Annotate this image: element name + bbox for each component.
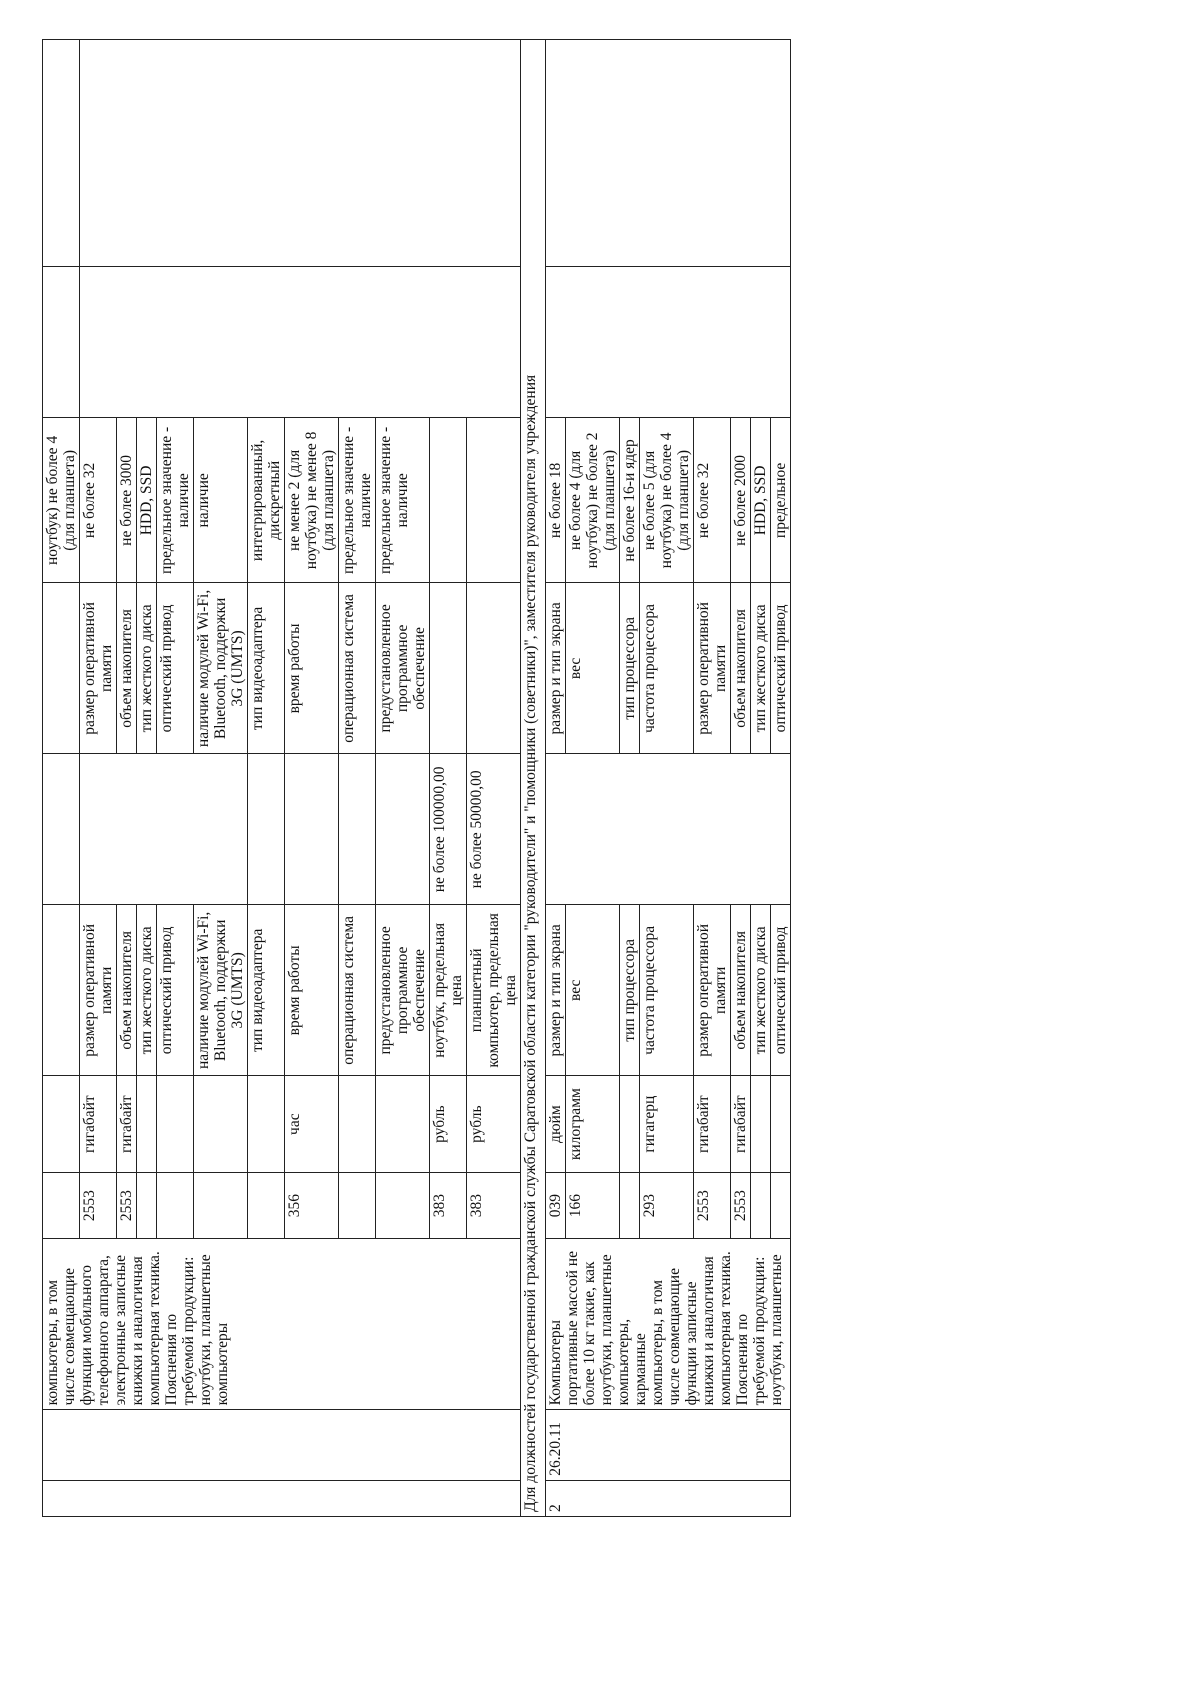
table-row — [43, 40, 80, 1517]
limit-cell — [339, 754, 376, 905]
characteristic2-cell: объем накопителя — [117, 583, 137, 754]
unit-cell — [376, 1076, 430, 1173]
section-row — [521, 40, 546, 1517]
characteristic2-cell: вес — [566, 583, 620, 754]
characteristic-cell: объем накопителя — [731, 905, 751, 1076]
value-cell: не более 32 — [80, 418, 117, 583]
value-cell: не менее 2 (для ноутбука) не менее 8 (для планшета) — [285, 418, 339, 583]
characteristic2-cell: оптический привод — [157, 583, 194, 754]
characteristic2-cell: размер оперативной памяти — [694, 583, 731, 754]
requirements-table — [42, 39, 791, 1517]
value-cell: HDD, SSD — [751, 418, 771, 583]
characteristic-cell: тип жесткого диска — [137, 905, 157, 1076]
value-cell: не более 2000 — [731, 418, 751, 583]
limit-cell: не более 50000,00 — [467, 754, 521, 905]
characteristic2-cell — [43, 583, 80, 754]
code-cell — [43, 1172, 80, 1238]
characteristic-cell: время работы — [285, 905, 339, 1076]
blank-cell — [43, 40, 80, 267]
limit-cell — [248, 754, 285, 905]
blank-cell — [546, 267, 791, 418]
characteristic-cell: оптический привод — [771, 905, 791, 1076]
characteristic-cell: частота процессора — [640, 905, 694, 1076]
characteristic2-cell: тип видеоадаптера — [248, 583, 285, 754]
row-number-cell — [43, 1480, 521, 1516]
characteristic2-cell: тип жесткого диска — [137, 583, 157, 754]
code-cell: 383 — [467, 1172, 521, 1238]
characteristic2-cell: тип процессора — [620, 583, 640, 754]
code-cell: 356 — [285, 1172, 339, 1238]
characteristic2-cell: объем накопителя — [731, 583, 751, 754]
blank-cell — [80, 40, 521, 267]
limit-cell — [376, 754, 430, 905]
unit-cell — [751, 1076, 771, 1173]
code-cell: 383 — [430, 1172, 467, 1238]
table-row — [546, 40, 566, 1517]
code-cell — [137, 1172, 157, 1238]
code-cell — [248, 1172, 285, 1238]
characteristic2-cell: размер оперативной памяти — [80, 583, 117, 754]
code-cell: 039 — [546, 1172, 566, 1238]
blank-cell — [43, 267, 80, 418]
value-cell: предельное — [771, 418, 791, 583]
code-cell — [194, 1172, 248, 1238]
code-cell: 2553 — [80, 1172, 117, 1238]
limit-cell — [80, 754, 248, 905]
code-cell — [339, 1172, 376, 1238]
value-cell: не более 16-и ядер — [620, 418, 640, 583]
characteristic-cell: вес — [566, 905, 620, 1076]
value-cell: не более 4 (для ноутбука) не более 2 (для планшета) — [566, 418, 620, 583]
unit-cell — [339, 1076, 376, 1173]
unit-cell: дюйм — [546, 1076, 566, 1173]
unit-cell — [248, 1076, 285, 1173]
characteristic-cell: объем накопителя — [117, 905, 137, 1076]
characteristic2-cell: операционная система — [339, 583, 376, 754]
characteristic2-cell: размер и тип экрана — [546, 583, 566, 754]
limit-cell — [546, 754, 791, 905]
blank-cell — [546, 40, 791, 267]
code-cell: 2553 — [731, 1172, 751, 1238]
unit-cell: гигабайт — [80, 1076, 117, 1173]
characteristic2-cell: оптический привод — [771, 583, 791, 754]
description-cell: Компьютеры портативные массой не более 10 кг такие, как ноутбуки, планшетные компьютеры, карманные компьютеры, в том числе совмещающие функции записные книжки и аналогичная компьютерная техника. Пояснения по требуемой продукции: ноутбуки, планшетные — [546, 1239, 791, 1410]
row-number-cell: 2 — [546, 1480, 791, 1516]
characteristic-cell: тип жесткого диска — [751, 905, 771, 1076]
characteristic-cell: оптический привод — [157, 905, 194, 1076]
characteristic-cell — [43, 905, 80, 1076]
unit-cell: рубль — [467, 1076, 521, 1173]
unit-cell: килограмм — [566, 1076, 620, 1173]
characteristic2-cell — [430, 583, 467, 754]
description-cell: компьютеры, в том числе совмещающие функции мобильного телефонного аппарата, электронные записные книжки и аналогичная компьютерная техника. Пояснения по требуемой продукции: ноутбуки, планшетные компьютеры — [43, 1239, 521, 1410]
unit-cell: гигабайт — [731, 1076, 751, 1173]
unit-cell — [771, 1076, 791, 1173]
characteristic-cell: размер оперативной памяти — [694, 905, 731, 1076]
value-cell — [430, 418, 467, 583]
unit-cell: гигагерц — [640, 1076, 694, 1173]
code-cell: 2553 — [694, 1172, 731, 1238]
characteristic-cell: ноутбук, предельная цена — [430, 905, 467, 1076]
value-cell: HDD, SSD — [137, 418, 157, 583]
value-cell: не более 5 (для ноутбука) не более 4 (для планшета) — [640, 418, 694, 583]
code-cell — [771, 1172, 791, 1238]
okpd-cell: 26.20.11 — [546, 1410, 791, 1480]
characteristic-cell: предустановленное программное обеспечение — [376, 905, 430, 1076]
value-cell: наличие — [194, 418, 248, 583]
unit-cell: рубль — [430, 1076, 467, 1173]
value-cell: ноутбук) не более 4 (для планшета) — [43, 418, 80, 583]
characteristic2-cell: частота процессора — [640, 583, 694, 754]
okpd-cell — [43, 1410, 521, 1480]
value-cell: предельное значение - наличие — [376, 418, 430, 583]
characteristic-cell: размер оперативной памяти — [80, 905, 117, 1076]
characteristic-cell: планшетный компьютер, предельная цена — [467, 905, 521, 1076]
value-cell: не более 32 — [694, 418, 731, 583]
unit-cell — [137, 1076, 157, 1173]
characteristic2-cell: тип жесткого диска — [751, 583, 771, 754]
section-heading: Для должностей государственной гражданской службы Саратовской области категории "руководители" и "помощники (советники)", заместителя руководителя учреждения — [521, 40, 546, 1517]
unit-cell — [43, 1076, 80, 1173]
characteristic-cell: размер и тип экрана — [546, 905, 566, 1076]
characteristic2-cell: время работы — [285, 583, 339, 754]
unit-cell — [620, 1076, 640, 1173]
value-cell — [467, 418, 521, 583]
unit-cell: гигабайт — [694, 1076, 731, 1173]
code-cell: 293 — [640, 1172, 694, 1238]
value-cell: интегрированный, дискретный — [248, 418, 285, 583]
code-cell — [157, 1172, 194, 1238]
characteristic2-cell: наличие модулей Wi-Fi, Bluetooth, поддержки 3G (UMTS) — [194, 583, 248, 754]
limit-cell: не более 100000,00 — [430, 754, 467, 905]
unit-cell: гигабайт — [117, 1076, 137, 1173]
code-cell: 166 — [566, 1172, 620, 1238]
code-cell — [620, 1172, 640, 1238]
characteristic-cell: наличие модулей Wi-Fi, Bluetooth, поддержки 3G (UMTS) — [194, 905, 248, 1076]
value-cell: предельное значение - наличие — [339, 418, 376, 583]
code-cell — [376, 1172, 430, 1238]
blank-cell — [80, 267, 521, 418]
value-cell: предельное значение - наличие — [157, 418, 194, 583]
characteristic-cell: операционная система — [339, 905, 376, 1076]
code-cell — [751, 1172, 771, 1238]
characteristic-cell: тип процессора — [620, 905, 640, 1076]
code-cell: 2553 — [117, 1172, 137, 1238]
characteristic-cell: тип видеоадаптера — [248, 905, 285, 1076]
limit-cell — [285, 754, 339, 905]
value-cell: не более 3000 — [117, 418, 137, 583]
unit-cell — [194, 1076, 248, 1173]
limit-cell — [43, 754, 80, 905]
value-cell: не более 18 — [546, 418, 566, 583]
unit-cell: час — [285, 1076, 339, 1173]
characteristic2-cell — [467, 583, 521, 754]
characteristic2-cell: предустановленное программное обеспечение — [376, 583, 430, 754]
unit-cell — [157, 1076, 194, 1173]
